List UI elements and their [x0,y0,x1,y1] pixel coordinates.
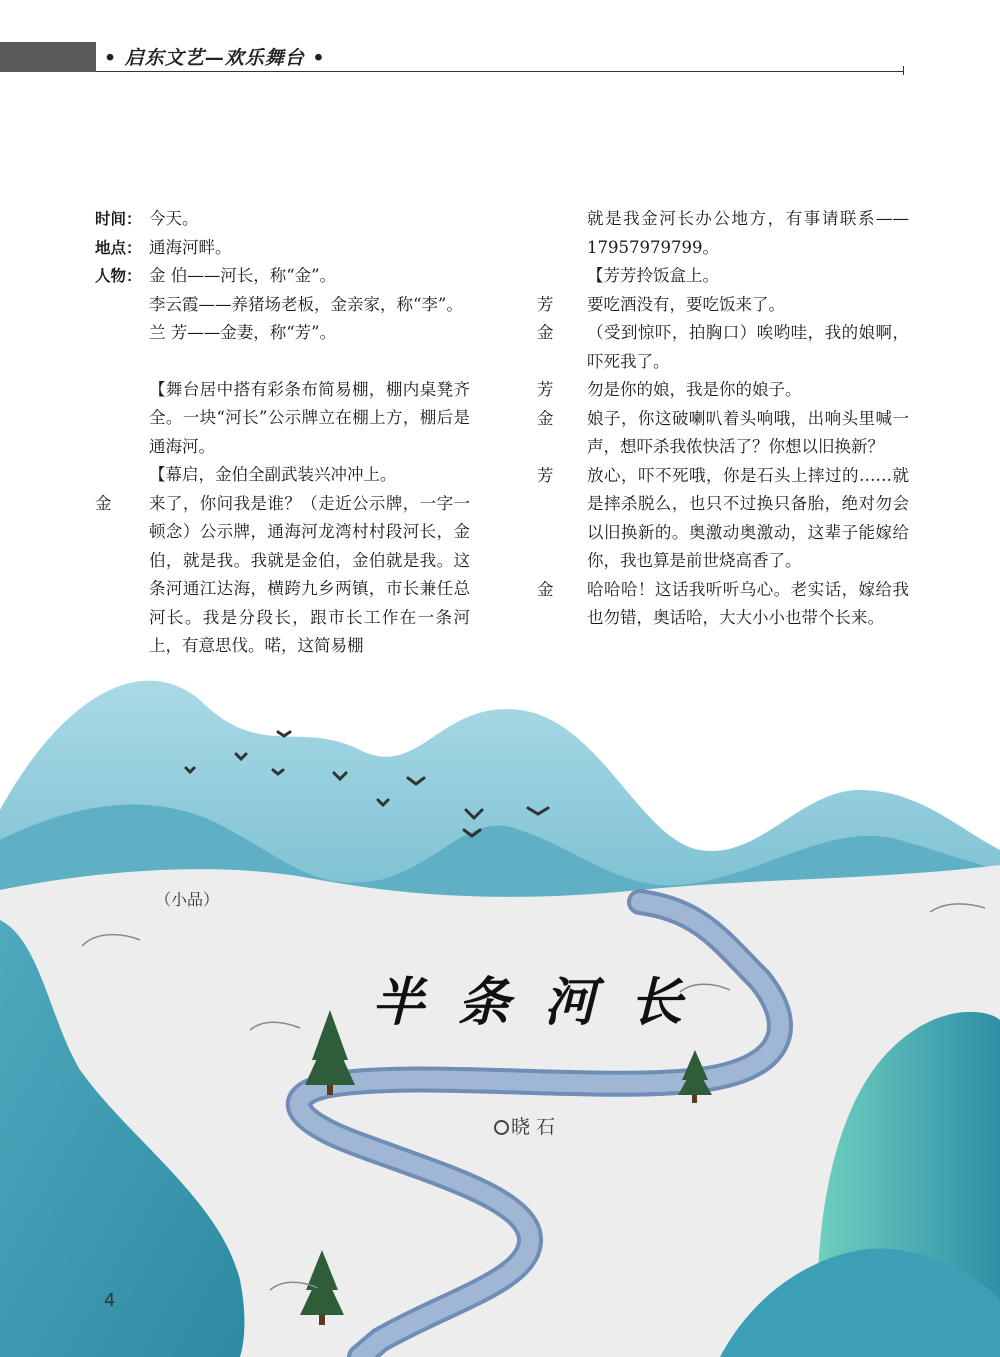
speaker-name: 金 [95,493,112,513]
genre-label: （小品） [155,890,220,909]
page-number: 4 [104,1290,116,1311]
cast-member: 金 伯——河长，称“金”。 [149,266,337,285]
header-rule-end [903,66,904,75]
place-row [95,234,470,263]
dialogue-text: 要吃酒没有，要吃饭来了。 [587,294,785,314]
dialogue-line [537,376,909,405]
dialogue-text: 哈哈哈！这话我听听乌心。老实话，嫁给我也勿错，奥话哈，大大小小也带个长来。 [587,579,909,627]
dialogue-text: 放心，吓不死哦，你是石头上摔过的……就是摔杀脱么，也只不过换只备胎，绝对勿会以旧换新的。奥激动奥激动，这辈子能嫁给你，我也算是前世烧高香了。 [587,465,909,570]
left-column [95,205,470,661]
dialogue-text: （受到惊吓，拍胸口）唉哟哇，我的娘啊，吓死我了。 [587,323,909,371]
cast-row [95,262,470,291]
dialogue-line [537,462,909,576]
speaker-name: 芳 [537,294,554,314]
right-column [537,205,909,633]
speaker-name: 金 [537,323,554,342]
cast-member: 兰 芳——金妻，称“芳”。 [149,323,337,342]
dialogue-text: 来了，你问我是谁？（走近公示牌，一字一顿念）公示牌，通海河龙湾村村段河长，金伯，就是我。我就是金伯，金伯就是我。这条河通江达海，横跨九乡两镇，市长兼任总河长。我是分段长，跟市长工作在一条河上，有意思伐。喏，这简易棚 [149,493,470,655]
dialogue-line [537,405,909,462]
author-name: 晓 石 [511,1116,556,1138]
time-value: 今天。 [149,209,199,228]
byline-circle-icon [494,1120,509,1135]
time-label: 时间： [95,210,142,228]
dialogue-line [537,576,909,633]
place-value: 通海河畔。 [149,237,232,257]
dialogue-text: 娘子，你这破喇叭着头响哦，出响头里喊一声，想吓杀我侬快活了？你想以旧换新？ [587,408,909,456]
cast-label: 人物： [95,267,142,285]
speaker-name: 芳 [537,380,554,399]
speaker-name: 芳 [537,465,554,485]
header-bar [0,42,96,72]
time-row [95,205,470,234]
running-header: • 启东文艺—欢乐舞台 • [104,47,326,69]
dialogue-line [537,319,909,376]
header-rule [96,71,904,72]
dialogue-continuation: 就是我金河长办公地方，有事请联系——17957979799。 [587,209,909,257]
place-label: 地点： [95,238,142,257]
article-title: 半条河长 [372,972,717,1033]
spacer [95,348,470,376]
dialogue-line [95,490,470,661]
stage-direction: 【芳芳拎饭盒上。 [587,266,719,285]
dialogue-text: 勿是你的娘，我是你的娘子。 [587,380,802,399]
dialogue-line [537,291,909,320]
stage-direction: 【幕启，金伯全副武装兴冲冲上。 [149,465,397,484]
speaker-name: 金 [537,408,554,428]
author-byline [494,1112,555,1139]
cast-member: 李云霞——养猪场老板，金亲家，称“李”。 [149,294,463,314]
speaker-name: 金 [537,579,554,599]
stage-direction: 【舞台居中搭有彩条布简易棚，棚内桌凳齐全。一块“河长”公示牌立在棚上方，棚后是通海河。 [149,379,470,456]
